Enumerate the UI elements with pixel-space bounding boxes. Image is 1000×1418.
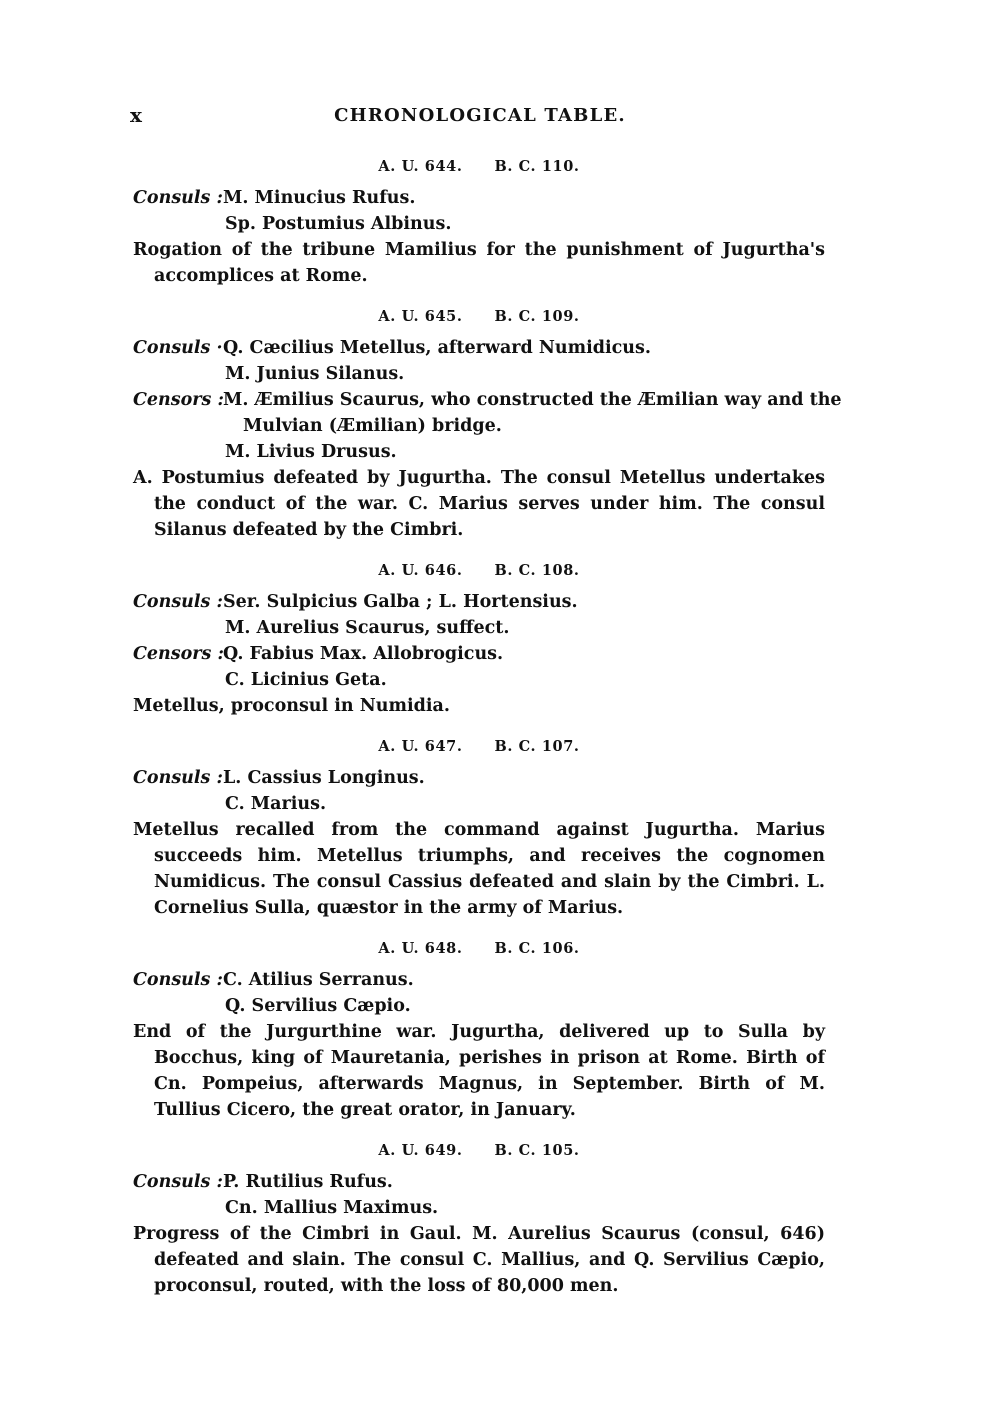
consuls-line bbox=[133, 335, 825, 361]
consuls-line bbox=[133, 185, 825, 211]
auc-year: A. U. 646. bbox=[378, 562, 463, 579]
event-narrative: Rogation of the tribune Mamilius for the punishment of Jugurtha's accomplices at Rome. bbox=[133, 240, 825, 286]
year-entry bbox=[133, 1142, 825, 1299]
year-entry bbox=[133, 158, 825, 289]
bc-year: B. C. 108. bbox=[494, 562, 580, 579]
bc-year: B. C. 110. bbox=[494, 158, 580, 175]
bc-year: B. C. 107. bbox=[494, 738, 580, 755]
year-heading bbox=[133, 562, 825, 579]
bc-year: B. C. 109. bbox=[494, 308, 580, 325]
consuls-line bbox=[133, 967, 825, 993]
consul-name: C. Atilius Serranus. bbox=[223, 970, 414, 990]
year-entry bbox=[133, 738, 825, 921]
consul-name: C. Marius. bbox=[225, 794, 327, 814]
auc-year: A. U. 648. bbox=[378, 940, 463, 957]
event-narrative: A. Postumius defeated by Jugurtha. The consul Metellus undertakes the conduct of the war. C. Marius serves under him. The consul Silanus defeated by the Cimbri. bbox=[133, 468, 825, 540]
censors-label: Censors : bbox=[133, 390, 224, 410]
consuls-line bbox=[133, 1169, 825, 1195]
year-heading bbox=[133, 738, 825, 755]
consuls-label: Consuls : bbox=[133, 768, 223, 788]
consul-name: M. Minucius Rufus. bbox=[223, 188, 416, 208]
year-entry bbox=[133, 940, 825, 1123]
censor-name: C. Licinius Geta. bbox=[225, 670, 387, 690]
consuls-label: Consuls : bbox=[133, 188, 223, 208]
year-entry bbox=[133, 562, 825, 719]
censor-name: M. Livius Drusus. bbox=[225, 442, 397, 462]
chronology-entries bbox=[133, 158, 842, 1318]
consul-name: P. Rutilius Rufus. bbox=[223, 1172, 393, 1192]
censors-line bbox=[133, 387, 842, 413]
consul-name: L. Cassius Longinus. bbox=[223, 768, 425, 788]
page-header bbox=[130, 103, 830, 133]
consul-name: Q. Servilius Cæpio. bbox=[225, 996, 411, 1016]
year-heading bbox=[133, 308, 825, 325]
page-number: x bbox=[130, 103, 142, 127]
event-narrative: End of the Jurgurthine war. Jugurtha, delivered up to Sulla by Bocchus, king of Mauretania, perishes in prison at Rome. Birth of Cn. Pompeius, afterwards Magnus, in September. Birth of M. Tullius Cicero, the great orator, in January. bbox=[133, 1022, 825, 1120]
consul-name: Sp. Postumius Albinus. bbox=[225, 214, 452, 234]
bc-year: B. C. 106. bbox=[494, 940, 580, 957]
consuls-label: Consuls : bbox=[133, 592, 223, 612]
consul-name: M. Junius Silanus. bbox=[225, 364, 405, 384]
consul-name: Cn. Mallius Maximus. bbox=[225, 1198, 439, 1218]
consuls-label: Consuls · bbox=[133, 338, 223, 358]
auc-year: A. U. 645. bbox=[378, 308, 463, 325]
consuls-line bbox=[133, 589, 825, 615]
event-narrative: Metellus recalled from the command against Jugurtha. Marius succeeds him. Metellus triumphs, and receives the cognomen Numidicus. The consul Cassius defeated and slain by the Cimbri. L. Cornelius Sulla, quæstor in the army of Marius. bbox=[133, 820, 825, 918]
censor-name-continued: Mulvian (Æmilian) bridge. bbox=[243, 416, 502, 436]
consuls-label: Consuls : bbox=[133, 1172, 223, 1192]
censors-line bbox=[133, 641, 825, 667]
consuls-line bbox=[133, 765, 825, 791]
year-heading bbox=[133, 1142, 825, 1159]
running-title: CHRONOLOGICAL TABLE. bbox=[334, 105, 626, 126]
event-narrative: Progress of the Cimbri in Gaul. M. Aurelius Scaurus (consul, 646) defeated and slain. The consul C. Mallius, and Q. Servilius Cæpio, proconsul, routed, with the loss of 80,000 men. bbox=[133, 1224, 825, 1296]
bc-year: B. C. 105. bbox=[494, 1142, 580, 1159]
censors-label: Censors : bbox=[133, 644, 224, 664]
consul-name: Ser. Sulpicius Galba ; L. Hortensius. bbox=[223, 592, 578, 612]
year-entry bbox=[133, 308, 842, 543]
consul-name: M. Aurelius Scaurus, suffect. bbox=[225, 618, 510, 638]
year-heading bbox=[133, 158, 825, 175]
auc-year: A. U. 649. bbox=[378, 1142, 463, 1159]
consul-name: Q. Cæcilius Metellus, afterward Numidicus. bbox=[223, 338, 651, 358]
censor-name: M. Æmilius Scaurus, who constructed the Æmilian way and the bbox=[223, 390, 842, 410]
event-narrative: Metellus, proconsul in Numidia. bbox=[133, 696, 450, 716]
year-heading bbox=[133, 940, 825, 957]
consuls-label: Consuls : bbox=[133, 970, 223, 990]
censor-name: Q. Fabius Max. Allobrogicus. bbox=[223, 644, 504, 664]
auc-year: A. U. 647. bbox=[378, 738, 463, 755]
auc-year: A. U. 644. bbox=[378, 158, 463, 175]
